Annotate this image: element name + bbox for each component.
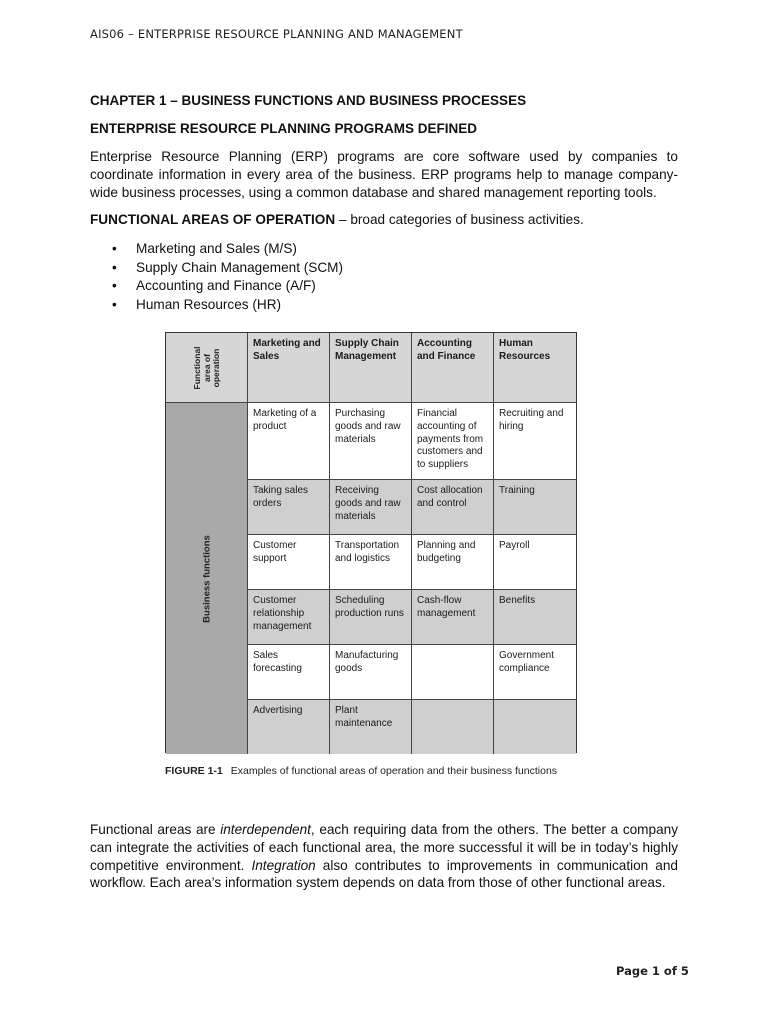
closing-paragraph — [90, 821, 678, 892]
figure-caption — [165, 765, 557, 777]
column-header: Marketing and Sales — [248, 333, 330, 403]
bullet-icon: • — [112, 278, 117, 293]
list-item-text: Marketing and Sales (M/S) — [136, 241, 297, 256]
list-item-text: Human Resources (HR) — [136, 296, 282, 312]
functional-areas-list — [112, 240, 343, 314]
closing-emphasis: Integration — [251, 857, 316, 873]
table-cell: Benefits — [494, 590, 576, 645]
table-cell: Transportation and logistics — [330, 535, 412, 590]
table-cell: Planning and budgeting — [412, 535, 494, 590]
column-header: Accounting and Finance — [412, 333, 494, 403]
figure-caption-text: Examples of functional areas of operation and their business functions — [230, 765, 558, 777]
table-cell: Marketing of a product — [248, 403, 330, 480]
column-header: Human Resources — [494, 333, 576, 403]
table-cell: Financial accounting of payments from customers and to suppliers — [412, 403, 494, 480]
row-group-header — [166, 403, 248, 754]
functional-areas-term: FUNCTIONAL AREAS OF OPERATION — [90, 212, 336, 227]
list-item-text: Accounting and Finance (A/F) — [136, 278, 316, 293]
table-cell: Government compliance — [494, 645, 576, 700]
closing-text: , each requiring data from the others. The better a company can integrate the activities of each functional area, the more successful it will be in today’s highly competitive environment. — [90, 822, 678, 873]
figure-caption-label: FIGURE 1-1 — [165, 765, 223, 777]
chapter-heading: CHAPTER 1 – BUSINESS FUNCTIONS AND BUSINESS PROCESSES — [90, 93, 527, 108]
list-item-text: Supply Chain Management (SCM) — [136, 259, 344, 275]
closing-text: Functional areas are — [90, 822, 221, 837]
side-label: Business functions — [201, 534, 212, 623]
section-heading: ENTERPRISE RESOURCE PLANNING PROGRAMS DEFINED — [90, 121, 478, 136]
table-cell: Training — [494, 480, 576, 535]
table-cell: Purchasing goods and raw materials — [330, 403, 412, 480]
list-item — [112, 259, 343, 278]
table-cell: Customer support — [248, 535, 330, 590]
table-cell: Receiving goods and raw materials — [330, 480, 412, 535]
closing-emphasis: interdependent — [220, 822, 311, 837]
table-cell: Cash-flow management — [412, 590, 494, 645]
figure-grid — [166, 333, 576, 752]
bullet-icon: • — [112, 241, 117, 256]
table-cell — [494, 700, 576, 754]
table-cell: Payroll — [494, 535, 576, 590]
figure-table — [165, 332, 577, 753]
table-cell: Manufacturing goods — [330, 645, 412, 700]
corner-header — [166, 333, 248, 403]
page-number: Page 1 of 5 — [616, 964, 689, 978]
table-cell — [412, 700, 494, 754]
bullet-icon: • — [112, 259, 117, 275]
functional-areas-definition — [90, 211, 678, 229]
list-item — [112, 277, 343, 296]
list-item — [112, 296, 343, 315]
closing-text: also contributes to improvements in communication and workflow. Each area’s information system depends on data from those of other functional areas. — [90, 857, 678, 891]
table-cell: Sales forecasting — [248, 645, 330, 700]
table-cell: Advertising — [248, 700, 330, 754]
list-item — [112, 240, 343, 259]
table-cell: Taking sales orders — [248, 480, 330, 535]
bullet-icon: • — [112, 296, 117, 312]
table-cell — [412, 645, 494, 700]
table-cell: Cost allocation and control — [412, 480, 494, 535]
table-cell: Scheduling production runs — [330, 590, 412, 645]
functional-areas-text: – broad categories of business activities. — [335, 212, 584, 227]
table-cell: Plant maintenance — [330, 700, 412, 754]
column-header: Supply Chain Management — [330, 333, 412, 403]
table-cell: Customer relationship management — [248, 590, 330, 645]
document-header: AIS06 – ENTERPRISE RESOURCE PLANNING AND MANAGEMENT — [90, 27, 463, 41]
table-cell: Recruiting and hiring — [494, 403, 576, 480]
corner-label: Functional area of operation — [191, 346, 221, 389]
intro-paragraph: Enterprise Resource Planning (ERP) programs are core software used by companies to coordinate information in every area of the business. ERP programs help to manage company-wide business processes, using a common database and shared management reporting tools. — [90, 149, 678, 200]
